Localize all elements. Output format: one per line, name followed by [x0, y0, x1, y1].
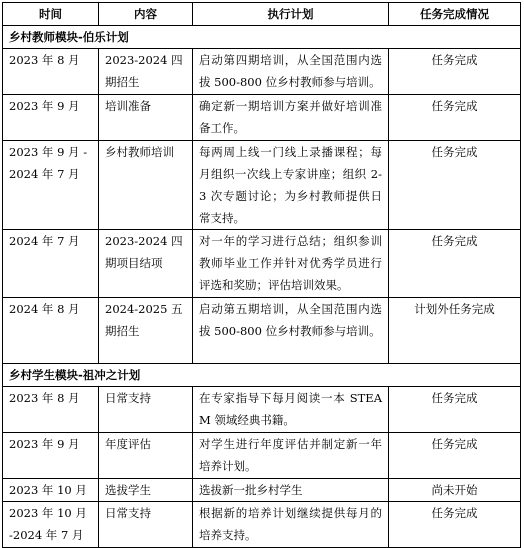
table-row — [3, 49, 521, 95]
cell-content: 2023-2024 四期项目结项 — [99, 230, 193, 298]
table-row — [3, 298, 521, 364]
section-row-teachers — [3, 26, 521, 49]
cell-plan: 对学生进行年度评估并制定新一年培养计划。 — [193, 433, 389, 479]
cell-plan: 在专家指导下每月阅读一本 STEAM 领域经典书籍。 — [193, 387, 389, 433]
header-plan: 执行计划 — [193, 3, 389, 26]
cell-time: 2023 年 10 月 — [3, 479, 99, 502]
cell-plan: 对一年的学习进行总结；组织参训教师毕业工作并针对优秀学员进行评选和奖励；评估培训效果。 — [193, 230, 389, 298]
header-time: 时间 — [3, 3, 99, 26]
cell-status: 任务完成 — [389, 387, 521, 433]
table-row — [3, 230, 521, 298]
cell-status: 任务完成 — [389, 141, 521, 230]
cell-time: 2023 年 9 月 -2024 年 7 月 — [3, 141, 99, 230]
cell-content: 日常支持 — [99, 502, 193, 548]
cell-time: 2024 年 7 月 — [3, 230, 99, 298]
cell-status: 任务完成 — [389, 49, 521, 95]
section-title: 乡村教师模块-伯乐计划 — [3, 26, 521, 49]
cell-plan: 选拔新一批乡村学生 — [193, 479, 389, 502]
cell-plan: 确定新一期培训方案并做好培训准备工作。 — [193, 95, 389, 141]
table-row — [3, 433, 521, 479]
cell-status: 计划外任务完成 — [389, 298, 521, 364]
cell-content: 培训准备 — [99, 95, 193, 141]
cell-plan: 每两周上线一门线上录播课程；每月组织一次线上专家讲座；组织 2-3 次专题讨论；为乡村教师提供日常支持。 — [193, 141, 389, 230]
header-content: 内容 — [99, 3, 193, 26]
section-title: 乡村学生模块-祖冲之计划 — [3, 364, 521, 387]
cell-status: 尚未开始 — [389, 479, 521, 502]
section-row-students — [3, 364, 521, 387]
cell-content: 2023-2024 四期招生 — [99, 49, 193, 95]
cell-plan: 根据新的培养计划继续提供每月的培养支持。 — [193, 502, 389, 548]
cell-status: 任务完成 — [389, 95, 521, 141]
cell-plan: 启动第五期培训，从全国范围内选拔 500-800 位乡村教师参与培训。 — [193, 298, 389, 364]
table-row — [3, 141, 521, 230]
table-row — [3, 479, 521, 502]
schedule-table — [2, 2, 521, 548]
cell-status: 任务完成 — [389, 433, 521, 479]
cell-time: 2023 年 9 月 — [3, 433, 99, 479]
cell-plan: 启动第四期培训，从全国范围内选拔 500-800 位乡村教师参与培训。 — [193, 49, 389, 95]
cell-time: 2023 年 8 月 — [3, 387, 99, 433]
cell-content: 年度评估 — [99, 433, 193, 479]
cell-time: 2023 年 8 月 — [3, 49, 99, 95]
table-row — [3, 502, 521, 548]
cell-status: 任务完成 — [389, 230, 521, 298]
header-row — [3, 3, 521, 26]
cell-time: 2024 年 8 月 — [3, 298, 99, 364]
cell-content: 乡村教师培训 — [99, 141, 193, 230]
cell-status: 任务完成 — [389, 502, 521, 548]
cell-content: 2024-2025 五期招生 — [99, 298, 193, 364]
cell-content: 日常支持 — [99, 387, 193, 433]
header-status: 任务完成情况 — [389, 3, 521, 26]
table-row — [3, 95, 521, 141]
cell-time: 2023 年 9 月 — [3, 95, 99, 141]
cell-time: 2023 年 10 月 -2024 年 7 月 — [3, 502, 99, 548]
table-row — [3, 387, 521, 433]
cell-content: 选拔学生 — [99, 479, 193, 502]
